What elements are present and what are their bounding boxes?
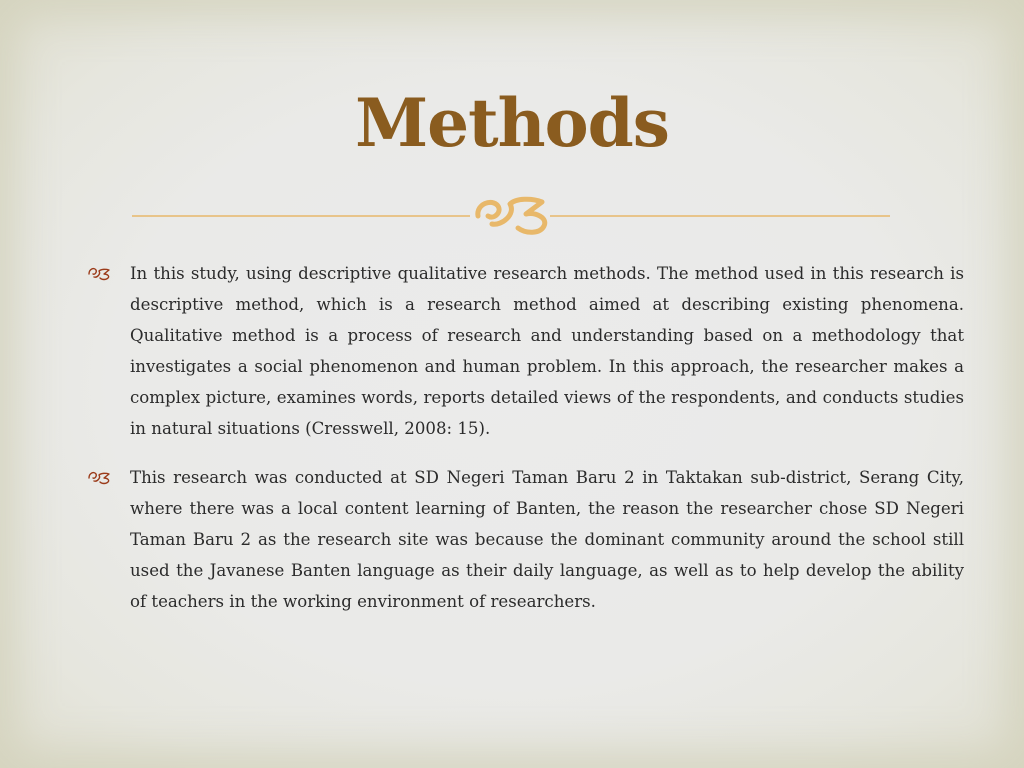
- bullet-text: This research was conducted at SD Negeri Taman Baru 2 in Taktakan sub-district, Serang City, where there was a local content learning of Banten, the reason the researcher chose SD Negeri Taman Baru 2 as the research site was because the dominant community around the school still used the Javanese Banten language as their daily language, as well as to help develop the ability of teachers in the working environment of researchers.: [130, 468, 964, 611]
- bullet-list: [88, 258, 964, 635]
- flourish-icon: [478, 199, 545, 232]
- title-divider: [132, 190, 890, 240]
- bullet-text: In this study, using descriptive qualitative research methods. The method used in this research is descriptive method, which is a research method aimed at describing existing phenomena. Qualitative method is a process of research and understanding based on a methodology that investigates a social phenomenon and human problem. In this approach, the researcher makes a complex picture, examines words, reports detailed views of the respondents, and conducts studies in natural situations (Cresswell, 2008: 15).: [130, 264, 964, 438]
- bullet-item: [88, 462, 964, 617]
- bullet-item: [88, 258, 964, 444]
- slide-title: Methods: [355, 84, 669, 162]
- flourish-bullet-icon: [88, 469, 110, 485]
- flourish-bullet-icon: [88, 265, 110, 281]
- divider-graphic: [132, 190, 890, 240]
